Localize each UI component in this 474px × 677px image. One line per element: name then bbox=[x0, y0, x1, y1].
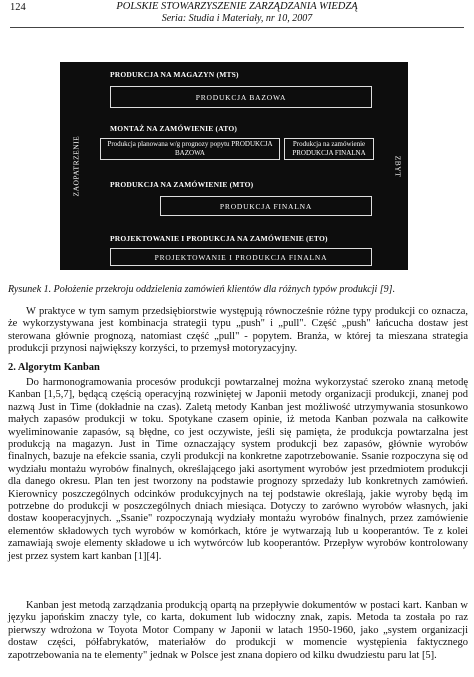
paragraph-2: Do harmonogramowania procesów produkcji powtarzalnej można wykorzystać szeroko znaną metodę Kanban [1,5,7], będącą częścią operacyjną rozwiniętej w Japonii metody organizacji produkcji, znanej pod nazwą Just in Time (dokładnie na czas). Zaletą metody Kanban jest możliwość utrzymywania stosunkowo małych zapasów produkcji w toku. Spotykane czasem opinie, iż metoda Kanban pozwala na całkowite wyeliminowanie zapasów, są błędne, co jest oczywiste, jeśli się pamięta, że produkcja powtarzalna jest produkcją na magazyn. Just in Time oznaczający system produkcji bez zapasów, głównie wyrobów finalnych, bazuje na efekcie ssania, czyli produkcji na konkretne zapotrzebowanie. Ssanie rozpoczyna się od wydziału montażu wyrobów finalnych, określającego jaki asortyment wyrobów jest przedmiotem produkcji dla danego okresu. Plan ten jest tworzony na podstawie prognozy sprzedaży lub konkretnych zamówień. Kierownicy poszczególnych odcinków produkcyjnych na tej podstawie określają, jakie wyroby będą im potrzebne do produkcji w poszczególnych dniach miesiąca. Dotyczy to zarówno wyrobów własnych, jaki dostaw kooperacyjnych. „Ssanie" rozpoczynają wydziały montażu wyrobów finalnych, przez zamówienie elementów składowych tych wyrobów w komórkach, które je wytwarzają lub u kooperantów. Te z kolei zamawiają swoje elementy składowe u ich wytwórców lub kooperantów. Przepływ wyrobów kontrolowany jest przez system kart kanban [1][4]. bbox=[8, 377, 468, 562]
series-info: Seria: Studia i Materiały, nr 10, 2007 bbox=[161, 13, 313, 24]
figure-caption: Rysunek 1. Położenie przekroju oddzielenia zamówień klientów dla różnych typów produkcji [9]. bbox=[8, 284, 396, 295]
mto-arrow: PRODUKCJA FINALNA bbox=[160, 196, 372, 216]
ato-box-right: Produkcja na zamówienie PRODUKCJA FINALNA bbox=[284, 138, 374, 160]
header-rule bbox=[10, 27, 464, 28]
ato-header: MONTAŻ NA ZAMÓWIENIE (ATO) bbox=[110, 124, 238, 133]
journal-title: POLSKIE STOWARZYSZENIE ZARZĄDZANIA WIEDZĄ bbox=[116, 1, 358, 12]
mto-header: PRODUKCJA NA ZAMÓWIENIE (MTO) bbox=[110, 180, 254, 189]
section-title: 2. Algorytm Kanban bbox=[8, 362, 100, 373]
paragraph-3: Kanban jest metodą zarządzania produkcją opartą na przepływie dokumentów w postaci kart. Kanban w języku japońskim znaczy tyle, co karta, dokument lub widoczny znak, zapis. Metoda ta została po raz pierwszy wdrożona w Toyota Motor Company w Japonii w latach 1950-1960, jako „system organizacji dostaw części, półfabrykatów, materiałów do produkcji w momencie występienia faktycznego zapotrzebowania na te elementy" jednak w Polsce jest znana dopiero od kilku dwudziestu paru lat [5]. bbox=[8, 600, 468, 661]
page-number: 124 bbox=[10, 2, 26, 13]
left-side-label: ZAOPATRZENIE bbox=[71, 135, 81, 197]
running-header bbox=[0, 0, 474, 30]
eto-header: PROJEKTOWANIE I PRODUKCJA NA ZAMÓWIENIE (ETO) bbox=[110, 234, 328, 243]
mts-header: PRODUKCJA NA MAGAZYN (MTS) bbox=[110, 70, 239, 79]
mts-arrow: PRODUKCJA BAZOWA bbox=[110, 86, 372, 108]
right-side-label: ZBYT bbox=[393, 155, 403, 178]
eto-arrow: PROJEKTOWANIE I PRODUKCJA FINALNA bbox=[110, 248, 372, 266]
paragraph-1: W praktyce w tym samym przedsiębiorstwie występują równocześnie różne typy produkcji co oznacza, że wykorzystywana jest kombinacja strategii typu „push" i „pull". Część „push" łańcucha dostaw jest sterowana głównie prognozą, natomiast część „pull" - popytem. Branża, w której ta mieszana strategia produkcji przynosi największy korzyści, to przemysł motoryzacyjny. bbox=[8, 306, 468, 355]
figure-diagram bbox=[60, 62, 408, 270]
ato-box-left: Produkcja planowana w/g prognozy popytu PRODUKCJA BAZOWA bbox=[100, 138, 280, 160]
